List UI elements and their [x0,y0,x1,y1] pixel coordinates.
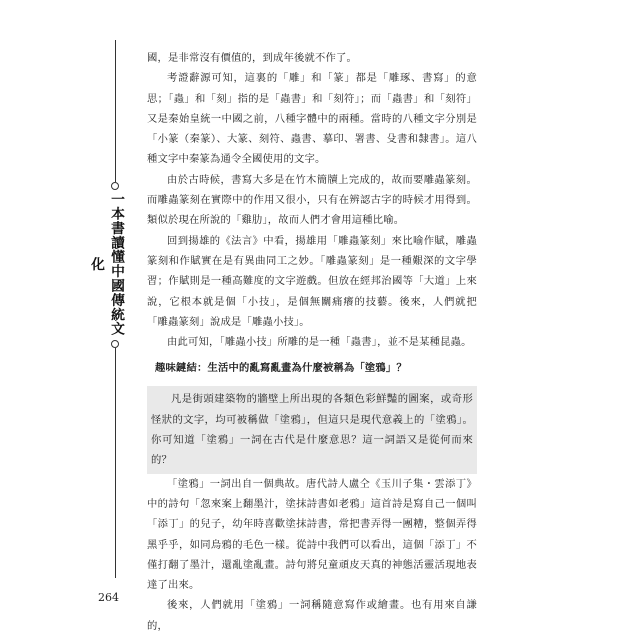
side-ornament-top [111,182,119,190]
page-number: 264 [98,591,119,604]
paragraph: 回到揚雄的《法言》中看，揚雄用「雕蟲篆刻」來比喻作賦，雕蟲篆刻和作賦實在是有異曲同工之妙。「雕蟲篆刻」是一種艱深的文字學習；作賦則是一種高難度的文字遊戲。但放在經邦治國等「大道」上來說，它根本就是個「小技」，是個無關痛癢的技藝。後來，人們就把「雕蟲篆刻」說成是「雕蟲小技」。 [147,234,477,328]
side-ornament-bottom [111,340,119,348]
paragraph: 由此可知，「雕蟲小技」所雕的是一種「蟲書」，並不是某種昆蟲。 [167,336,472,349]
sidebar-heading: 趣味鏈結：生活中的亂寫亂畫為什麼被稱為「塗鴉」？ [155,362,407,375]
paragraph: 國，是非常沒有價值的，到成年後就不作了。 [147,52,357,64]
paragraph: 後來，人們就用「塗鴉」一詞稱隨意寫作或繪畫。也有用來自謙的， [147,599,477,632]
paragraph: 由於古時候，書寫大多是在竹木簡牘上完成的，故而要雕蟲篆刻。而雕蟲篆刻在實際中的作用又很小，只有在辨認古字的時候才用得到。類似於現在所說的「雞肋」，故而人們才會用這種比喻。 [147,173,477,227]
side-rule-bottom [115,348,116,578]
side-rule-top [115,40,116,182]
book-title-vertical: 一本書讀懂中國傳統文化 [88,192,124,336]
boxed-paragraph: 凡是街頭建築物的牆壁上所出現的各類色彩鮮豔的圖案，或奇形怪狀的文字，均可被稱做「塗鴉」，但這只是現代意義上的「塗鴉」。你可知道「塗鴉」一詞在古代是什麼意思？這一詞語又是從何而來的？ [147,386,477,473]
paragraph: 「塗鴉」一詞出自一個典故。唐代詩人盧仝《玉川子集・雲添丁》中的詩句「忽來案上翻墨汁，塗抹詩書如老鴉」這首詩是寫自己一個叫「添丁」的兒子，幼年時喜歡塗抹詩書，常把書弄得一團糟，整個弄得黑乎乎，如同烏鴉的毛色一樣。從詩中我們可以看出，這個「添丁」不僅打翻了墨汁，還亂塗亂畫。詩句將兒童頑皮天真的神態活靈活現地表達了出來。 [147,477,477,592]
body-text [147,48,477,636]
paragraph: 考證辭源可知，這裏的「雕」和「篆」都是「雕琢、書寫」的意思；「蟲」和「刻」指的是「蟲書」和「刻符」；而「蟲書」和「刻符」又是秦始皇統一中國之前，八種字體中的兩種。當時的八種文字分別是「小篆（秦篆）、大篆、刻符、蟲書、摹印、署書、殳書和隸書」。這八種文字中秦篆為通令全國使用的文字。 [147,72,477,166]
